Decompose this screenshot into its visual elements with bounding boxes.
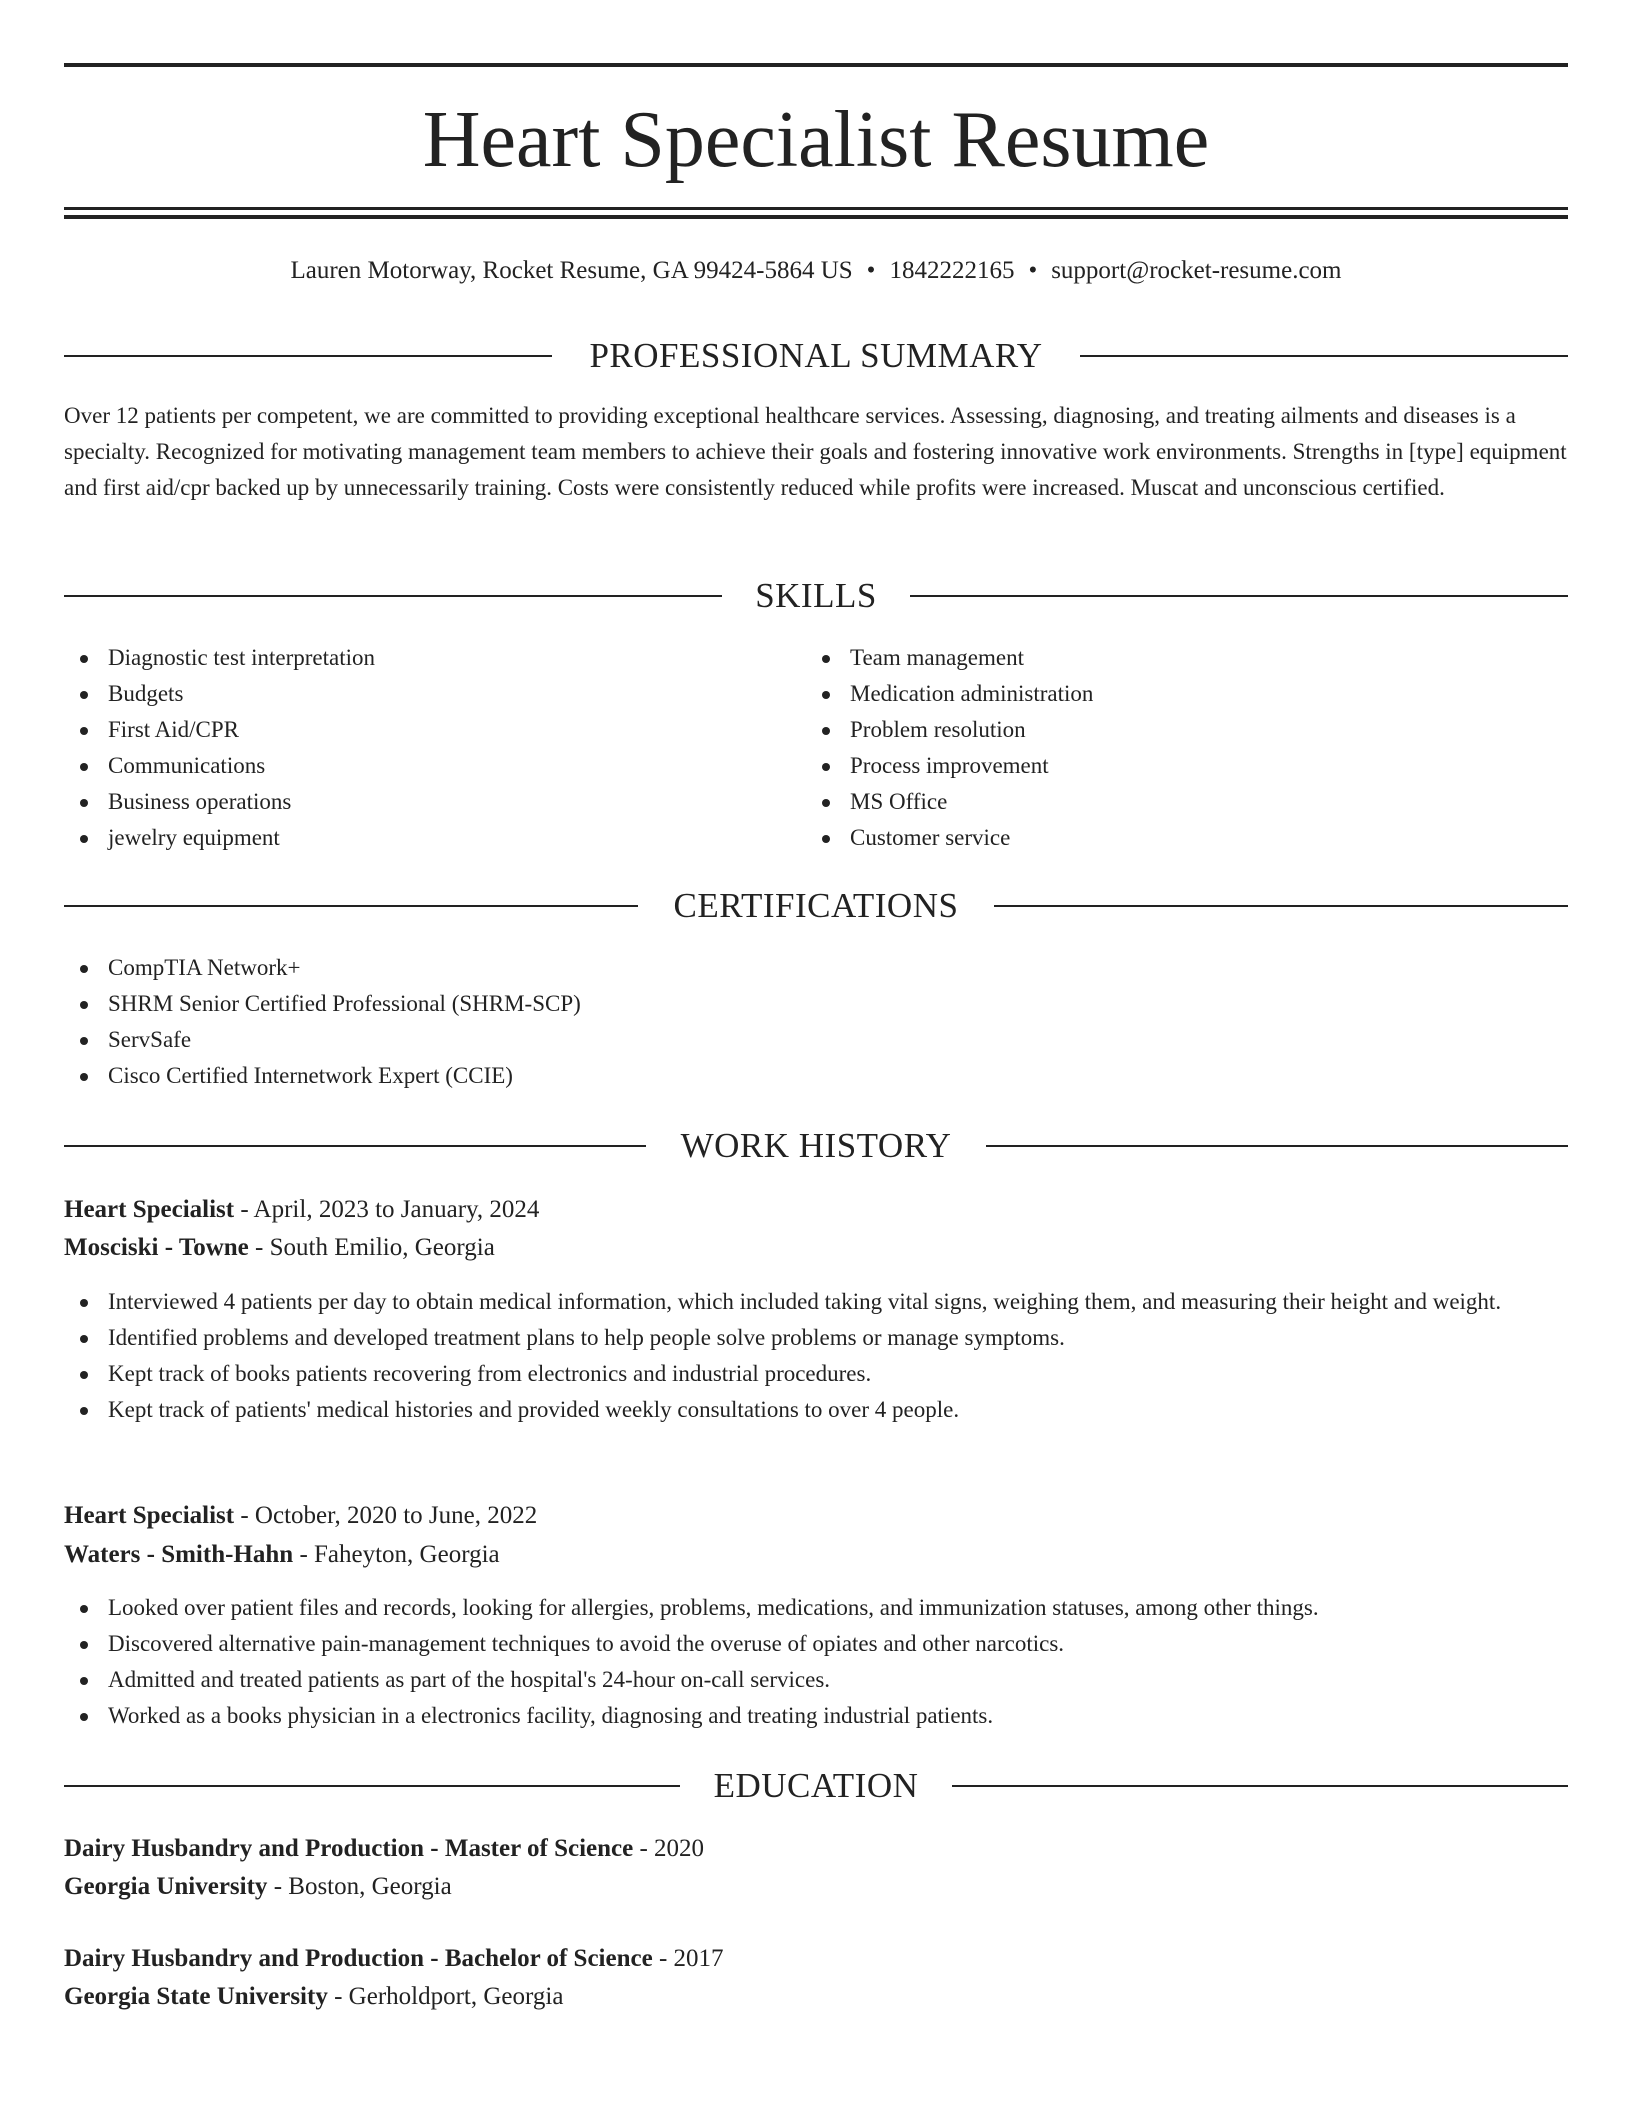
title-rule-upper: [64, 207, 1568, 210]
skills-list-right: [806, 640, 1546, 856]
skill-item: Customer service: [806, 820, 1546, 856]
education-degree: Dairy Husbandry and Production - Bachelor of Science: [64, 1945, 653, 1972]
skills-list-left: [64, 640, 804, 856]
title-rule-lower: [64, 215, 1568, 219]
job-bullet: Identified problems and developed treatment plans to help people solve problems or manage symptoms.: [64, 1320, 1568, 1356]
job-bullet: Looked over patient files and records, looking for allergies, problems, medications, and immunization statuses, among other things.: [64, 1590, 1568, 1626]
job-company-line: [64, 1536, 1568, 1574]
job-company-line: [64, 1229, 1568, 1267]
contact-info: [64, 253, 1568, 289]
section-heading-summary: [64, 334, 1568, 378]
contact-email: support@rocket-resume.com: [1051, 257, 1342, 284]
skill-item: Medication administration: [806, 676, 1546, 712]
section-title: WORK HISTORY: [680, 1126, 952, 1165]
skill-item: jewelry equipment: [64, 820, 804, 856]
job-bullet: Kept track of patients' medical histories and provided weekly consultations to over 4 people.: [64, 1392, 1568, 1428]
skill-item: MS Office: [806, 784, 1546, 820]
section-title: CERTIFICATIONS: [673, 886, 959, 925]
job-bullets: [64, 1284, 1568, 1428]
job-location: - South Emilio, Georgia: [248, 1234, 495, 1261]
section-title: SKILLS: [755, 576, 877, 615]
job-bullet: Admitted and treated patients as part of the hospital's 24-hour on-call services.: [64, 1662, 1568, 1698]
section-title: EDUCATION: [713, 1766, 919, 1805]
job-dates: - April, 2023 to January, 2024: [234, 1196, 540, 1223]
contact-address: Lauren Motorway, Rocket Resume, GA 99424-5864 US: [290, 257, 853, 284]
skill-item: Team management: [806, 640, 1546, 676]
education-location: - Boston, Georgia: [267, 1873, 452, 1900]
job-bullet: Worked as a books physician in a electronics facility, diagnosing and treating industrial patients.: [64, 1698, 1568, 1734]
section-heading-skills: [64, 574, 1568, 618]
skill-item: Process improvement: [806, 748, 1546, 784]
job-title-line: [64, 1191, 1568, 1229]
contact-separator: •: [866, 257, 876, 284]
certification-item: CompTIA Network+: [64, 950, 1568, 986]
section-heading-work-history: [64, 1124, 1568, 1168]
resume-title: Heart Specialist Resume: [422, 96, 1210, 184]
skill-item: First Aid/CPR: [64, 712, 804, 748]
job-bullets: [64, 1590, 1568, 1734]
section-title: PROFESSIONAL SUMMARY: [589, 336, 1043, 375]
job-bullet: Kept track of books patients recovering from electronics and industrial procedures.: [64, 1356, 1568, 1392]
education-degree-line: [64, 1940, 1568, 1978]
contact-phone: 1842222165: [889, 257, 1015, 284]
skill-item: Diagnostic test interpretation: [64, 640, 804, 676]
education-school-line: [64, 1978, 1568, 2016]
education-year: - 2017: [652, 1945, 724, 1972]
top-rule: [64, 63, 1568, 67]
section-heading-education: [64, 1764, 1568, 1808]
education-degree: Dairy Husbandry and Production - Master of Science: [64, 1835, 634, 1862]
job-company: Mosciski - Towne: [64, 1234, 249, 1261]
section-heading-certifications: [64, 884, 1568, 928]
contact-separator: •: [1028, 257, 1038, 284]
job-dates: - October, 2020 to June, 2022: [234, 1502, 538, 1529]
job-title: Heart Specialist: [64, 1502, 235, 1529]
job-bullet: Interviewed 4 patients per day to obtain medical information, which included taking vital signs, weighing them, and measuring their height and weight.: [64, 1284, 1568, 1320]
skill-item: Problem resolution: [806, 712, 1546, 748]
skill-item: Budgets: [64, 676, 804, 712]
skill-item: Business operations: [64, 784, 804, 820]
summary-text: Over 12 patients per competent, we are committed to providing exceptional healthcare services. Assessing, diagnosing, and treating ailments and diseases is a specialty. Recognized for motivating management team members to achieve their goals and fostering innovative work environments. Strengths in [type] equipment and first aid/cpr backed up by unnecessarily training. Costs were consistently reduced while profits were increased. Muscat and unconscious certified.: [64, 403, 1567, 500]
education-year: - 2020: [633, 1835, 705, 1862]
education-degree-line: [64, 1830, 1568, 1868]
job-title: Heart Specialist: [64, 1196, 235, 1223]
job-company: Waters - Smith-Hahn: [64, 1541, 294, 1568]
education-school-line: [64, 1868, 1568, 1906]
education-school: Georgia University: [64, 1873, 268, 1900]
education-location: - Gerholdport, Georgia: [327, 1983, 564, 2010]
job-title-line: [64, 1497, 1568, 1535]
certifications-list: [64, 950, 1568, 1094]
job-bullet: Discovered alternative pain-management techniques to avoid the overuse of opiates and other narcotics.: [64, 1626, 1568, 1662]
skill-item: Communications: [64, 748, 804, 784]
certification-item: Cisco Certified Internetwork Expert (CCIE): [64, 1058, 1568, 1094]
job-location: - Faheyton, Georgia: [293, 1541, 500, 1568]
education-school: Georgia State University: [64, 1983, 328, 2010]
certification-item: SHRM Senior Certified Professional (SHRM-SCP): [64, 986, 1568, 1022]
certification-item: ServSafe: [64, 1022, 1568, 1058]
